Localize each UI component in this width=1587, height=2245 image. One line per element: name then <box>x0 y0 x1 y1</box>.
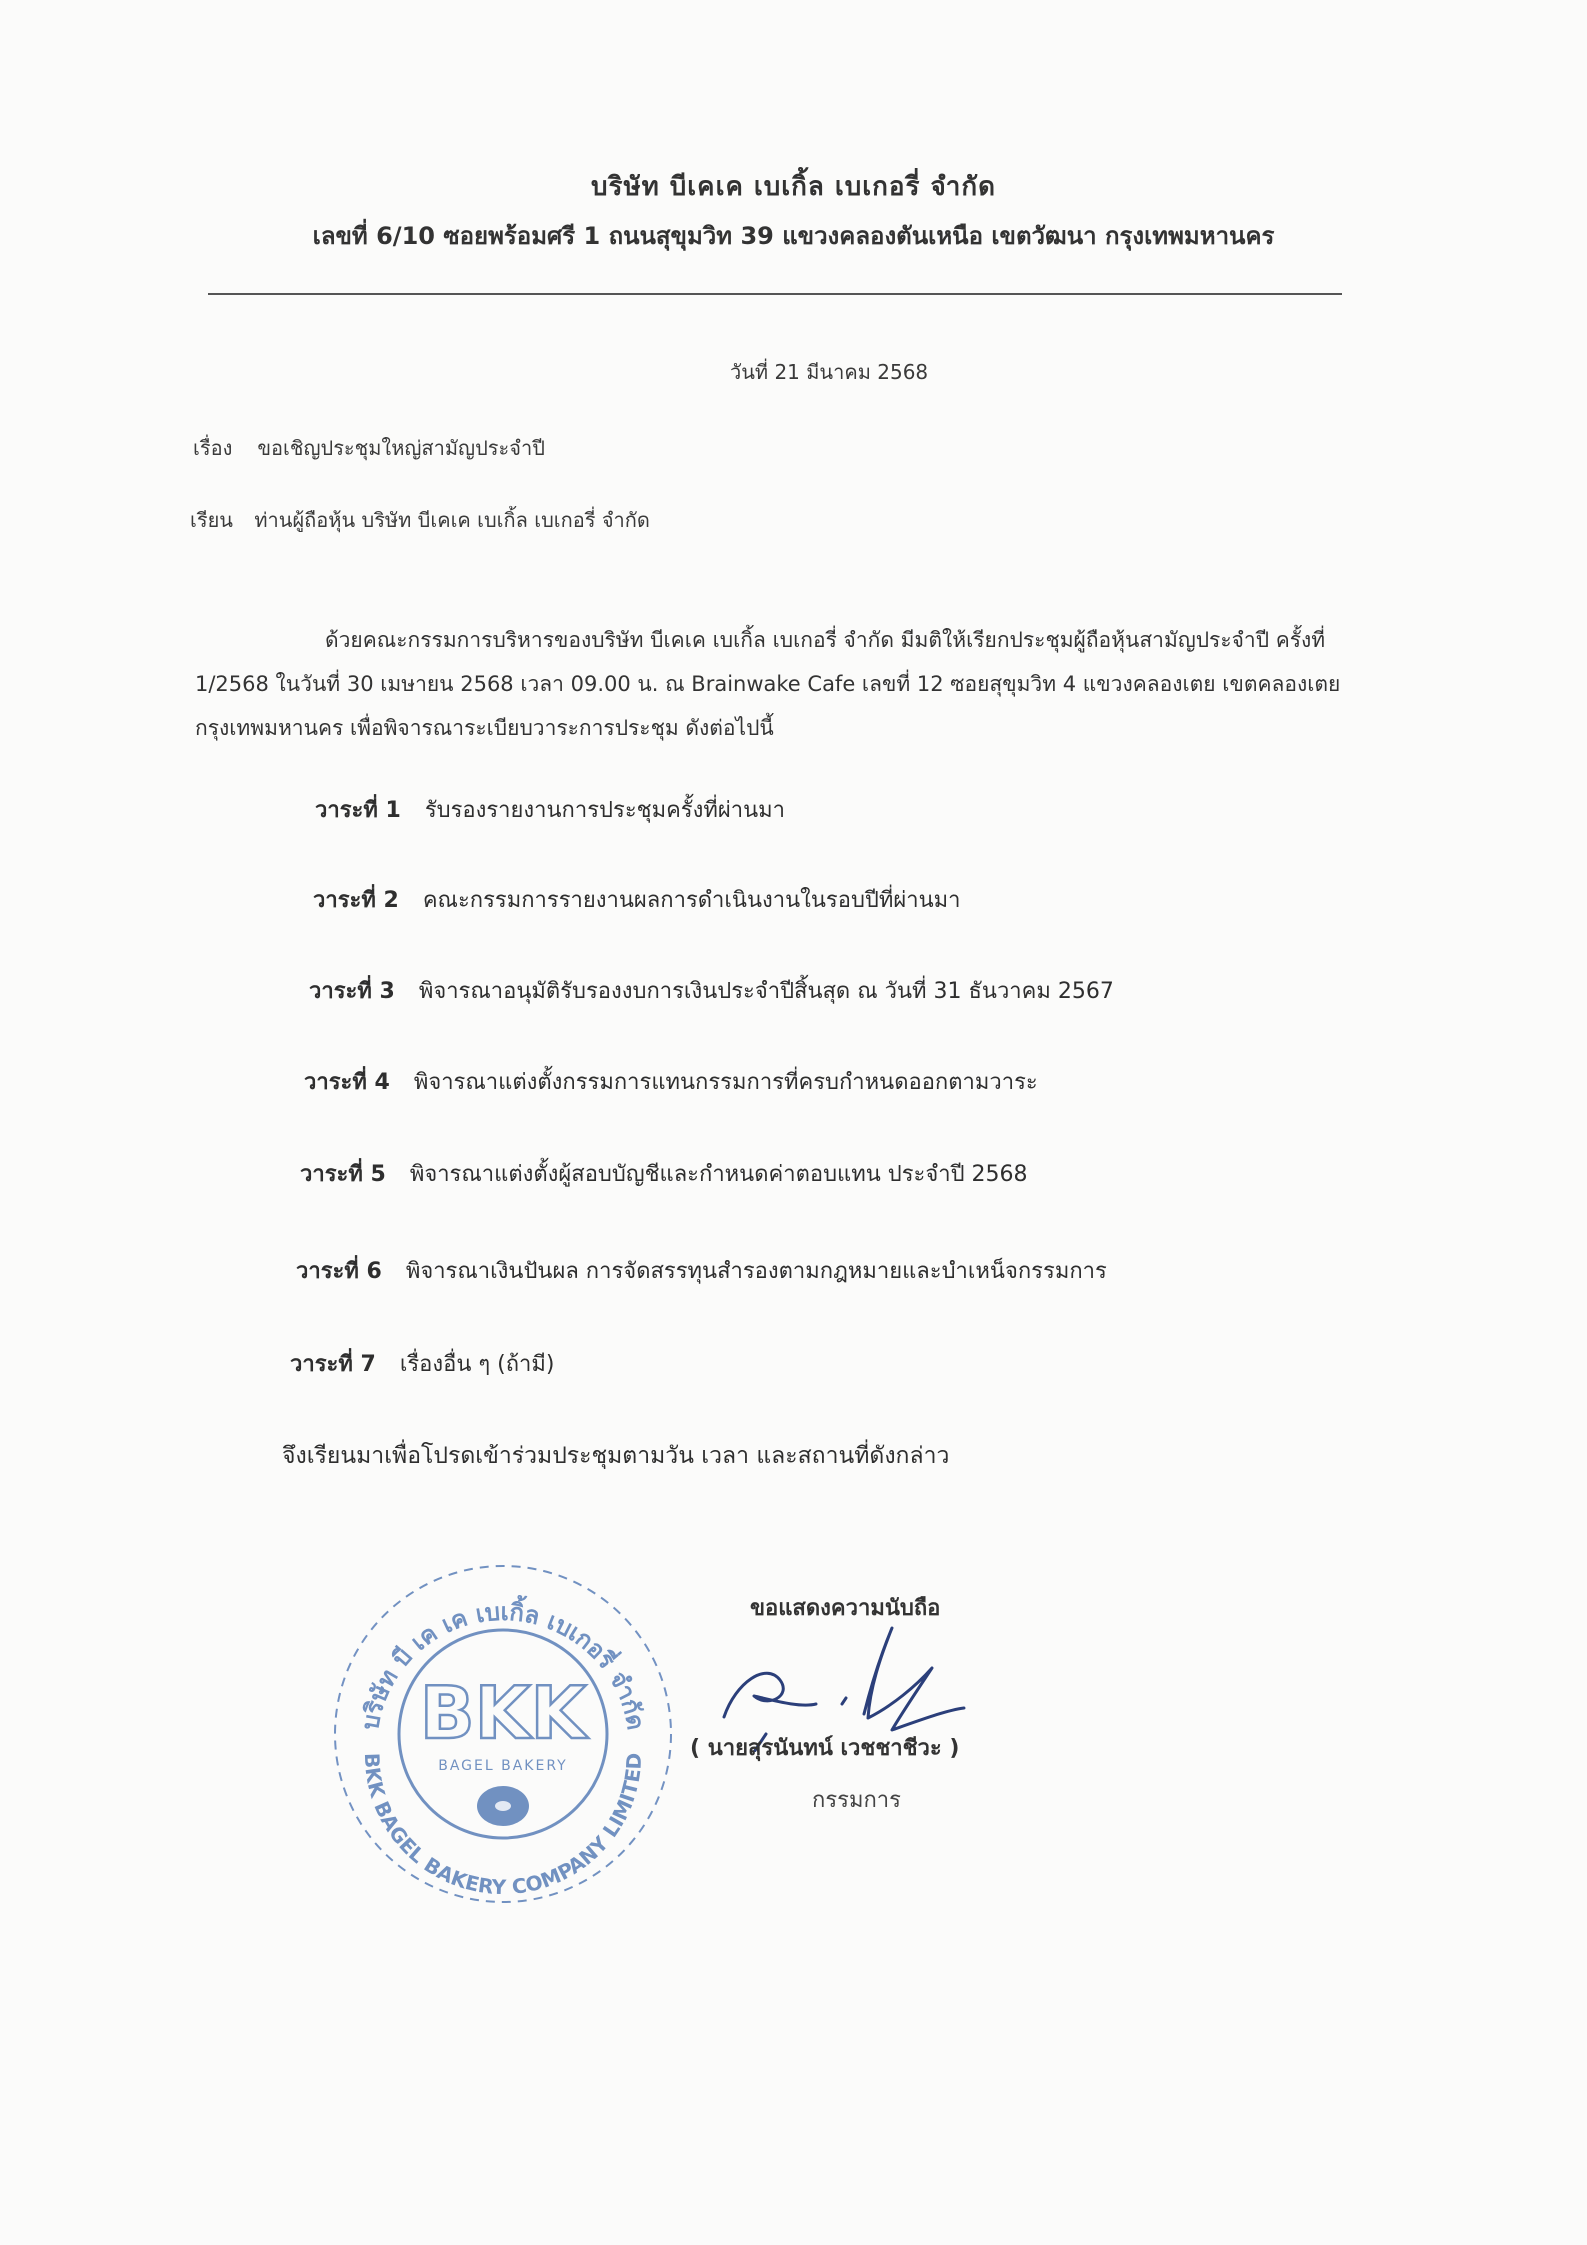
seal-logo-text: BKK <box>419 1671 587 1755</box>
agenda-number: วาระที่ 6 <box>296 1259 382 1284</box>
company-seal-stamp <box>325 1556 680 1911</box>
recipient-value: ท่านผู้ถือหุ้น บริษัท บีเคเค เบเกิ้ล เบเกอรี่ จำกัด <box>254 508 650 532</box>
agenda-text: พิจารณาแต่งตั้งกรรมการแทนกรรมการที่ครบกำหนดออกตามวาระ <box>413 1070 1038 1095</box>
agenda-number: วาระที่ 3 <box>309 979 395 1004</box>
agenda-item <box>309 973 1114 1008</box>
subject-label: เรื่อง <box>193 436 233 460</box>
company-name: บริษัท บีเคเค เบเกิ้ล เบเกอรี่ จำกัด <box>590 172 997 202</box>
agenda-text: พิจารณาอนุมัติรับรองงบการเงินประจำปีสิ้นสุด ณ วันที่ 31 ธันวาคม 2567 <box>418 979 1114 1004</box>
seal-logo-subtext: BAGEL BAKERY <box>438 1758 568 1774</box>
subject-line <box>193 432 545 464</box>
subject-value: ขอเชิญประชุมใหญ่สามัญประจำปี <box>257 436 545 460</box>
agenda-number: วาระที่ 1 <box>315 798 401 823</box>
agenda-number: วาระที่ 4 <box>304 1070 390 1095</box>
agenda-item <box>296 1253 1107 1288</box>
signature-block <box>690 1582 1050 1822</box>
signatory-role: กรรมการ <box>812 1788 901 1813</box>
seal-bottom-text: BKK BAGEL BAKERY COMPANY LIMITED <box>359 1752 647 1900</box>
body-paragraph: ด้วยคณะกรรมการบริหารของบริษัท บีเคเค เบเกิ้ล เบเกอรี่ จำกัด มีมติให้เรียกประชุมผู้ถือหุ้นสามัญประจำปี ครั้งที่ 1/2568 ในวันที่ 30 เมษายน 2568 เวลา 09.00 น. ณ Brainwake Cafe เลขที่ 12 ซอยสุขุมวิท 4 แขวงคลองเตย เขตคลองเตย กรุงเทพมหานคร เพื่อพิจารณาระเบียบวาระการประชุม ดังต่อไปนี้ <box>195 628 1341 740</box>
agenda-text: รับรองรายงานการประชุมครั้งที่ผ่านมา <box>424 798 785 823</box>
signature-closing-title: ขอแสดงความนับถือ <box>750 1596 941 1621</box>
agenda-text: คณะกรรมการรายงานผลการดำเนินงานในรอบปีที่ผ่านมา <box>422 888 961 913</box>
recipient-line <box>190 504 650 536</box>
header-divider <box>208 293 1342 295</box>
agenda-item <box>290 1346 555 1381</box>
agenda-text: พิจารณาเงินปันผล การจัดสรรทุนสำรองตามกฎหมายและบำเหน็จกรรมการ <box>405 1259 1107 1284</box>
letter-date: วันที่ 21 มีนาคม 2568 <box>730 360 929 384</box>
agenda-text: พิจารณาแต่งตั้งผู้สอบบัญชีและกำหนดค่าตอบแทน ประจำปี 2568 <box>409 1162 1028 1187</box>
company-address: เลขที่ 6/10 ซอยพร้อมศรี 1 ถนนสุขุมวิท 39 แขวงคลองตันเหนือ เขตวัฒนา กรุงเทพมหานคร <box>312 222 1275 250</box>
closing-line: จึงเรียนมาเพื่อโปรดเข้าร่วมประชุมตามวัน เวลา และสถานที่ดังกล่าว <box>282 1443 950 1469</box>
recipient-label: เรียน <box>190 508 233 532</box>
agenda-item <box>315 792 785 827</box>
bagel-hole-icon <box>495 1801 511 1811</box>
signatory-name: ( นายสุรนันทน์ เวชชาชีวะ ) <box>690 1736 960 1761</box>
agenda-item <box>313 882 961 917</box>
agenda-number: วาระที่ 2 <box>313 888 399 913</box>
agenda-item <box>300 1156 1028 1191</box>
agenda-number: วาระที่ 5 <box>300 1162 386 1187</box>
agenda-item <box>304 1064 1038 1099</box>
agenda-number: วาระที่ 7 <box>290 1352 376 1377</box>
agenda-text: เรื่องอื่น ๆ (ถ้ามี) <box>399 1352 555 1377</box>
seal-top-text: บริษัท บี เค เค เบเกิ้ล เบเกอรี่ จำกัด <box>356 1597 650 1733</box>
